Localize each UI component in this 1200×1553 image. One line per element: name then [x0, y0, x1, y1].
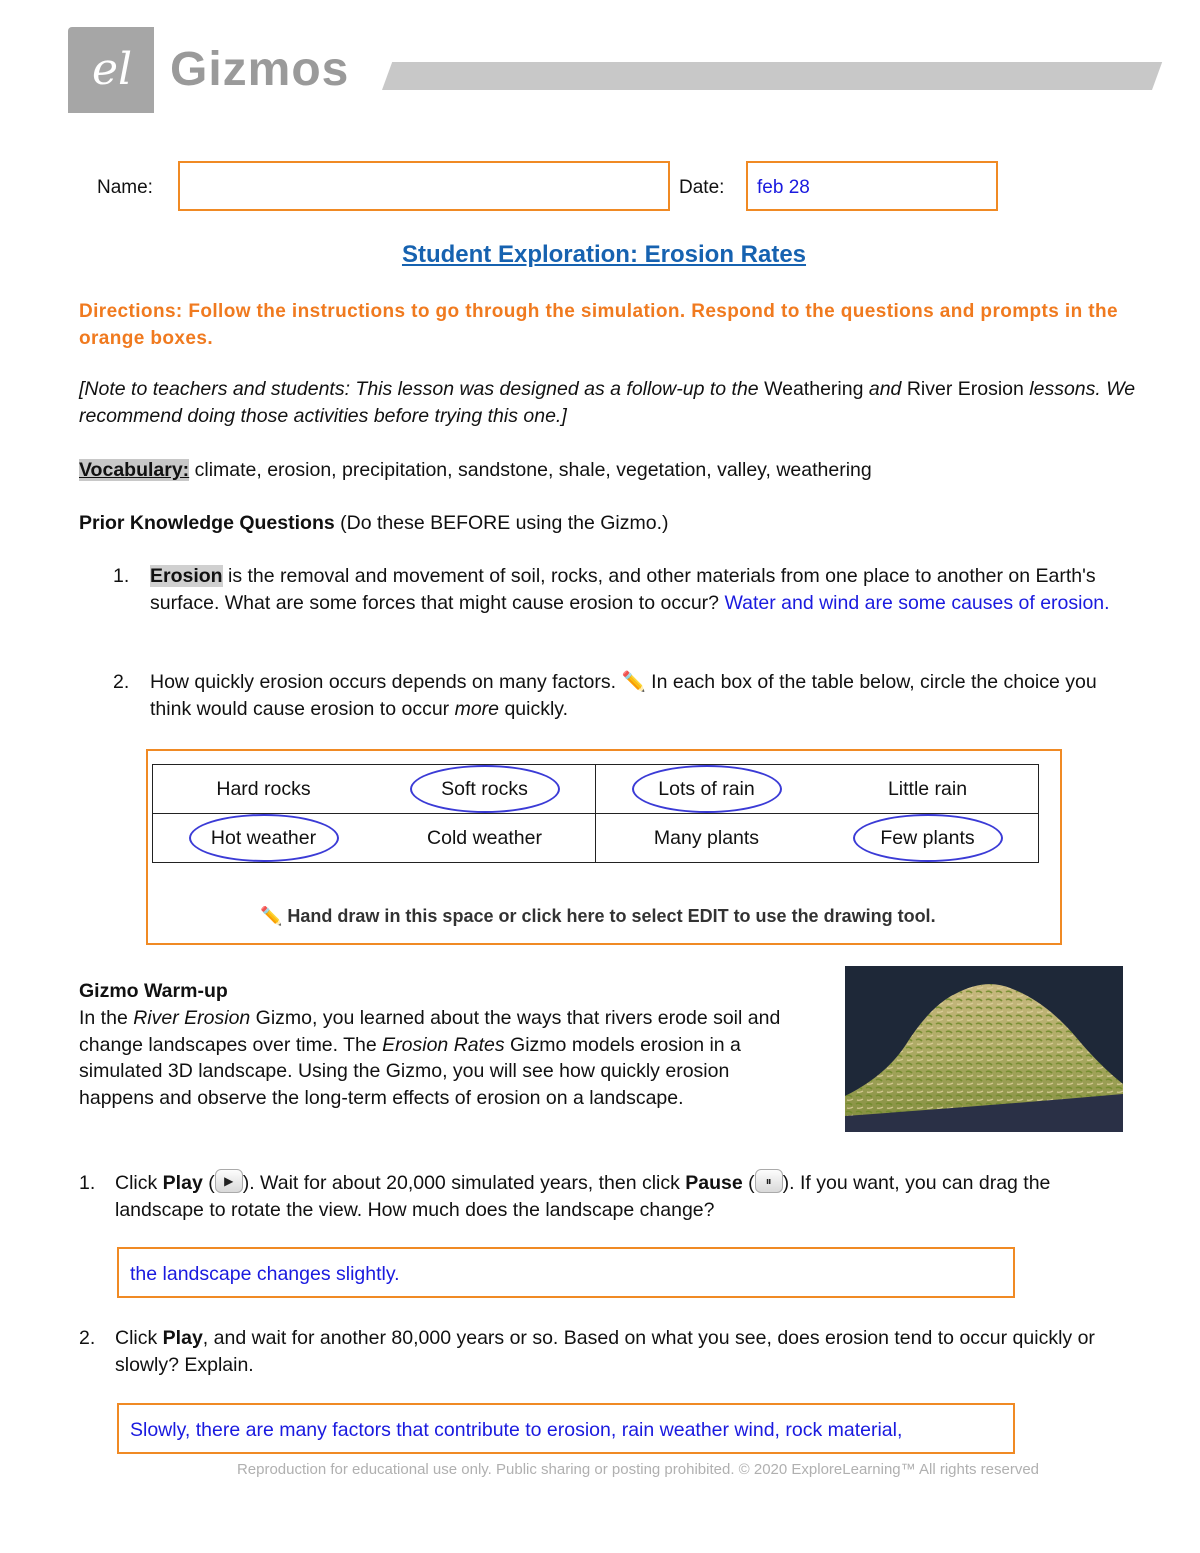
prior-q2: [150, 669, 1135, 722]
note-and: and: [863, 378, 907, 400]
date-label: Date:: [679, 177, 725, 198]
table-cell: [153, 765, 596, 814]
choice-lots-of-rain[interactable]: [596, 765, 817, 813]
prior-q2-text-a: How quickly erosion occurs depends on many factors.: [150, 671, 622, 693]
page-title: Student Exploration: Erosion Rates: [401, 241, 807, 268]
warmup-q2-answer-box[interactable]: [117, 1403, 1015, 1454]
choices-table: [152, 764, 1039, 863]
warmup-q1-text: (: [742, 1172, 755, 1194]
warmup-q2-number: 2.: [79, 1327, 96, 1349]
prior-q1-answer[interactable]: Water and wind are some causes of erosion.: [724, 591, 1110, 614]
name-label: Name:: [97, 177, 153, 198]
choice-label: Hard rocks: [216, 777, 311, 800]
table-row: [153, 765, 1039, 814]
explorelearning-logo-icon: el: [91, 44, 133, 95]
pencil-icon: ✏️: [260, 906, 283, 926]
choice-hard-rocks[interactable]: [153, 765, 374, 813]
choice-label: Cold weather: [427, 826, 542, 849]
choice-label: Lots of rain: [658, 777, 755, 800]
warmup-q2: [115, 1325, 1125, 1378]
note-part1: [Note to teachers and students: This lesson was designed as a follow-up to the: [79, 378, 765, 400]
play-icon[interactable]: ▶: [215, 1169, 243, 1193]
choice-many-plants[interactable]: [596, 814, 817, 862]
vocabulary: [79, 457, 1139, 484]
drawing-tool-hint[interactable]: [260, 906, 936, 927]
vocabulary-terms: climate, erosion, precipitation, sandstone, shale, vegetation, valley, weathering: [189, 459, 872, 481]
warmup-river-erosion: River Erosion: [133, 1007, 251, 1029]
warmup-text: In the: [79, 1007, 134, 1029]
prior-knowledge-heading: [79, 510, 1139, 537]
warmup-q2-text: Click: [115, 1327, 163, 1349]
note-lesson-weathering: Weathering: [764, 378, 864, 400]
choice-cold-weather[interactable]: [374, 814, 595, 862]
date-field[interactable]: [746, 161, 998, 211]
prior-q2-text-b: In each box of the table below, circle the choice you think would cause erosion to occur: [150, 671, 1097, 720]
table-cell: [596, 765, 1039, 814]
warmup-q2-answer: Slowly, there are many factors that contribute to erosion, rain weather wind, rock material,: [130, 1419, 903, 1441]
warmup-intro: [79, 1005, 794, 1111]
prior-heading-sub: (Do these BEFORE using the Gizmo.): [334, 512, 669, 534]
table-row: [153, 814, 1039, 863]
prior-q2-text-c: quickly.: [499, 697, 569, 720]
directions: Directions: Follow the instructions to go through the simulation. Respond to the questions and prompts in the orange boxes.: [79, 301, 1118, 349]
warmup-text: Gizmo, you learned about the ways that rivers erode soil and change landscapes over time. The: [79, 1007, 781, 1056]
prior-q1-text: is the removal and movement of soil, rocks, and other materials from one place to another on Earth's surface. What are some forces that might cause erosion to occur?: [150, 565, 1096, 614]
warmup-heading: [79, 978, 228, 1005]
choice-label: Many plants: [653, 826, 760, 849]
note-lesson-river-erosion: River Erosion: [906, 378, 1024, 400]
warmup-text: Gizmo models erosion in a simulated 3D landscape. Using the Gizmo, you will see how quickly erosion happens and observe the long-term effects of erosion on a landscape.: [79, 1033, 741, 1109]
landscape-render: [845, 966, 1123, 1132]
warmup-heading-text: Gizmo Warm-up: [79, 980, 228, 1002]
header-bar: [382, 62, 1162, 90]
choice-label: Hot weather: [210, 826, 317, 849]
prior-q1: [150, 563, 1135, 616]
copyright-footer: Reproduction for educational use only. Public sharing or posting prohibited. © 2020 ExploreLearning™ All rights reserved: [236, 1461, 1040, 1478]
warmup-q1-answer-box[interactable]: [117, 1247, 1015, 1298]
warmup-q1-text: ). Wait for about 20,000 simulated years, then click: [242, 1172, 686, 1194]
choice-label: Few plants: [880, 826, 975, 849]
gizmos-wordmark: Gizmos: [170, 43, 350, 96]
choice-hot-weather[interactable]: [153, 814, 374, 862]
warmup-q1-text: (: [202, 1172, 215, 1194]
play-label: Play: [162, 1327, 203, 1349]
landscape-image: [845, 966, 1123, 1132]
name-field[interactable]: [178, 161, 670, 211]
warmup-erosion-rates: Erosion Rates: [382, 1033, 505, 1056]
erosion-term: Erosion: [150, 565, 223, 587]
table-cell: [596, 814, 1039, 863]
table-cell: [153, 814, 596, 863]
warmup-q1-text: ). If you want, you can drag the landscape to rotate the view. How much does the landscape change?: [115, 1172, 1051, 1221]
choice-little-rain[interactable]: [817, 765, 1038, 813]
choice-label: Little rain: [887, 777, 968, 800]
choice-soft-rocks[interactable]: [374, 765, 595, 813]
date-value: feb 28: [757, 177, 810, 198]
prior-q2-number: 2.: [113, 671, 130, 693]
warmup-q1: [115, 1170, 1135, 1223]
pencil-icon: ✏️: [621, 671, 646, 693]
note-part2: lessons. We recommend doing those activities before trying this one.]: [79, 378, 1136, 427]
choice-few-plants[interactable]: [817, 814, 1038, 862]
pause-icon[interactable]: ⏸: [755, 1169, 783, 1193]
play-label: Play: [162, 1172, 203, 1194]
prior-q1-number: 1.: [113, 565, 130, 587]
choice-label: Soft rocks: [441, 777, 528, 800]
drawing-hint-text: Hand draw in this space or click here to select EDIT to use the drawing tool.: [282, 906, 936, 926]
pause-label: Pause: [685, 1172, 743, 1194]
warmup-q1-text: Click: [115, 1172, 163, 1194]
warmup-q2-text: , and wait for another 80,000 years or so. Based on what you see, does erosion tend to occur quickly or slowly? Explain.: [115, 1327, 1095, 1376]
teacher-note: [79, 376, 1139, 430]
prior-q2-more: more: [454, 697, 500, 720]
prior-heading-text: Prior Knowledge Questions: [79, 512, 335, 534]
warmup-q1-number: 1.: [79, 1172, 96, 1194]
warmup-q1-answer: the landscape changes slightly.: [130, 1263, 400, 1285]
vocabulary-label: Vocabulary:: [79, 459, 190, 481]
